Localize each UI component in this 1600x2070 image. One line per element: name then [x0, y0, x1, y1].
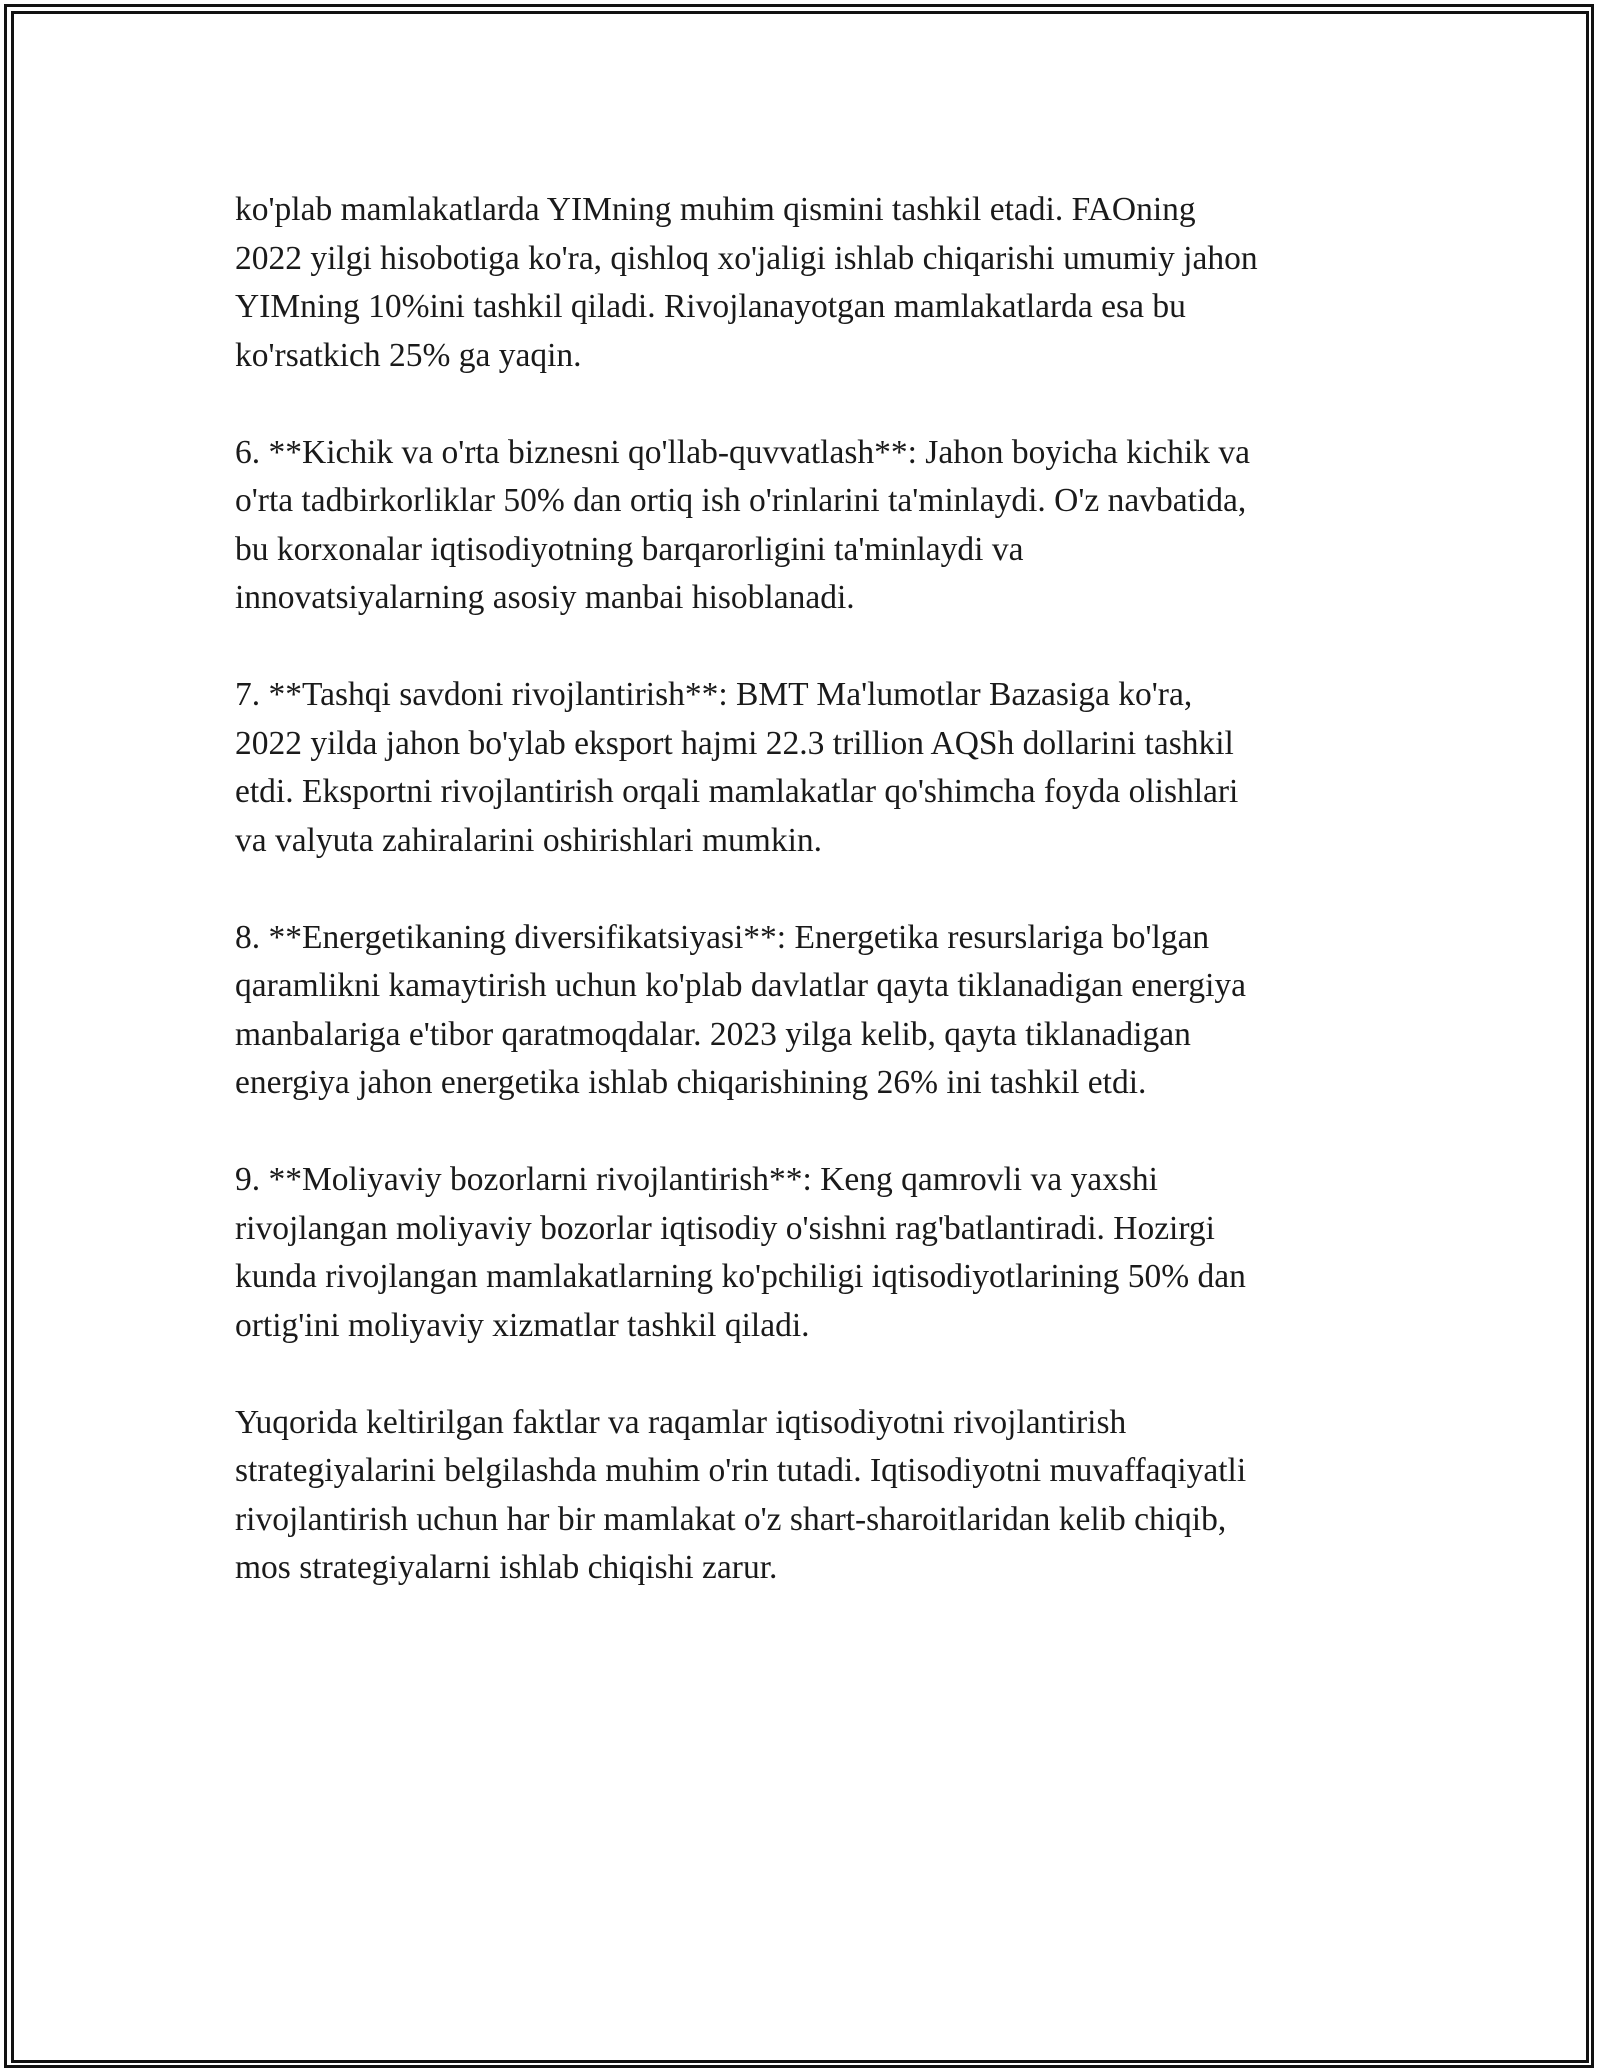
paragraph-conclusion: Yuqorida keltirilgan faktlar va raqamlar iqtisodiyotni rivojlantirish strategiyalarini belgilashda muhim o'rin tutadi. Iqtisodiyotni muvaffaqiyatli rivojlantirish uchun har bir mamlakat o'z shart-sharoitlaridan kelib chiqib, mos strategiyalarni ishlab chiqishi zarur. [235, 1403, 1247, 1586]
document-body [235, 186, 1395, 1641]
paragraph-item-9-financial-markets: 9. **Moliyaviy bozorlarni rivojlantirish**: Keng qamrovli va yaxshi rivojlangan moliyaviy bozorlar iqtisodiy o'sishni rag'batlantiradi. Hozirgi kunda rivojlangan mamlakatlarning ko'pchiligi iqtisodiyotlarining 50% dan ortig'ini moliyaviy xizmatlar tashkil qiladi. [235, 1161, 1246, 1344]
paragraph-agriculture-continuation: ko'plab mamlakatlarda YIMning muhim qismini tashkil etadi. FAOning 2022 yilgi hisobotiga ko'ra, qishloq xo'jaligi ishlab chiqarishi umumiy jahon YIMning 10%ini tashkil qiladi. Rivojlanayotgan mamlakatlarda esa bu ko'rsatkich 25% ga yaqin. [235, 191, 1258, 374]
paragraph-item-7-foreign-trade: 7. **Tashqi savdoni rivojlantirish**: BMT Ma'lumotlar Bazasiga ko'ra, 2022 yilda jahon bo'ylab eksport hajmi 22.3 trillion AQSh dollarini tashkil etdi. Eksportni rivojlantirish orqali mamlakatlar qo'shimcha foyda olishlari va valyuta zahiralarini oshirishlari mumkin. [235, 676, 1239, 859]
paragraph-item-8-energy: 8. **Energetikaning diversifikatsiyasi**: Energetika resurslariga bo'lgan qaramlikni kamaytirish uchun ko'plab davlatlar qayta tiklanadigan energiya manbalariga e'tibor qaratmoqdalar. 2023 yilga kelib, qayta tiklanadigan energiya jahon energetika ishlab chiqarishining 26% ini tashkil etdi. [235, 918, 1247, 1101]
paragraph-item-6-small-business: 6. **Kichik va o'rta biznesni qo'llab-quvvatlash**: Jahon boyicha kichik va o'rta tadbirkorliklar 50% dan ortiq ish o'rinlarini ta'minlaydi. O'z navbatida, bu korxonalar iqtisodiyotning barqarorligini ta'minlaydi va innovatsiyalarning asosiy manbai hisoblanadi. [235, 433, 1250, 616]
